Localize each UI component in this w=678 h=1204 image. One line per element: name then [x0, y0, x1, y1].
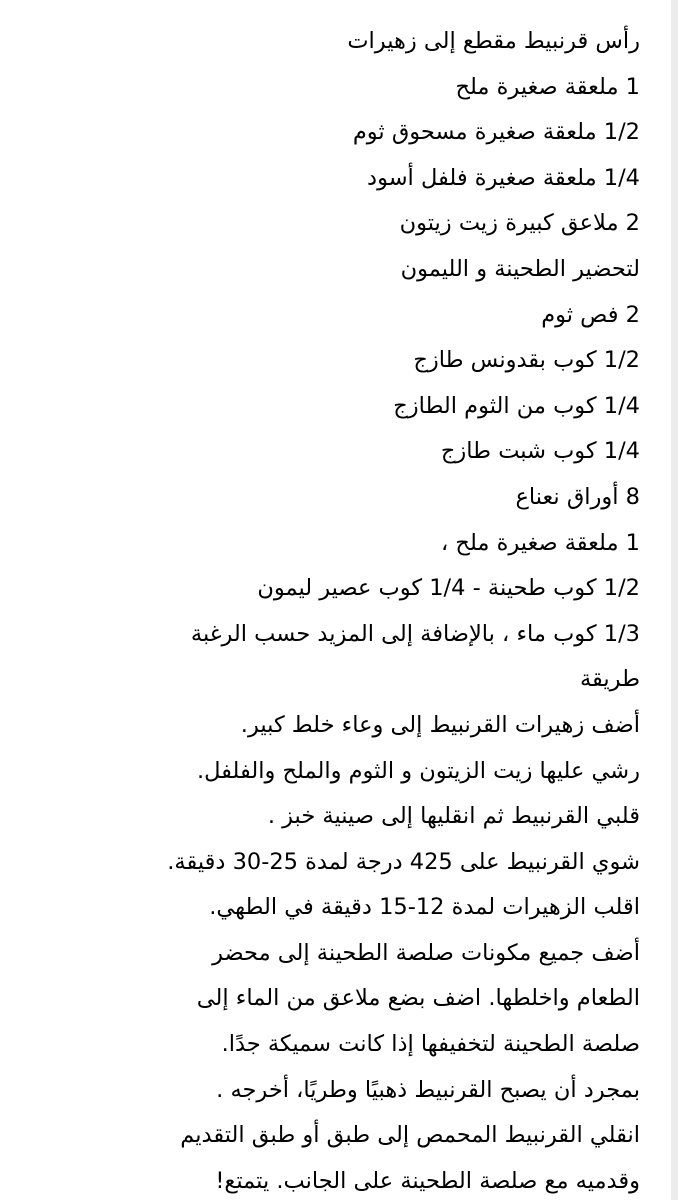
ingredient-line: 1/3 كوب ماء ، بالإضافة إلى المزيد حسب الرغبة: [190, 620, 640, 647]
ingredient-line: 1/2 كوب بقدونس طازج: [413, 347, 640, 374]
ingredient-line: 2 فص ثوم: [541, 301, 640, 328]
instruction-line: وقدميه مع صلصة الطحينة على الجانب. يتمتع!: [215, 1167, 640, 1194]
instruction-line: أضف زهيرات القرنبيط إلى وعاء خلط كبير.: [240, 711, 640, 738]
ingredient-line: 1 ملعقة صغيرة ملح: [455, 73, 640, 100]
ingredient-line: 1/4 كوب من الثوم الطازج: [393, 392, 640, 419]
instruction-line: اقلب الزهيرات لمدة 12-15 دقيقة في الطهي.: [209, 894, 640, 921]
instruction-line: رشي عليها زيت الزيتون و الثوم والملح والفلفل.: [196, 757, 640, 784]
ingredient-line: 8 أوراق نعناع: [515, 483, 640, 510]
instruction-line: بمجرد أن يصبح القرنبيط ذهبيًا وطريًا، أخرجه .: [216, 1076, 640, 1103]
instruction-line: انقلي القرنبيط المحمص إلى طبق أو طبق التقديم: [180, 1122, 640, 1149]
instruction-line: الطعام واخلطها. اضف بضع ملاعق من الماء إلى: [196, 985, 640, 1012]
ingredient-line: 1/2 ملعقة صغيرة مسحوق ثوم: [352, 119, 640, 146]
ingredient-line: 1/4 كوب شبت طازج: [440, 438, 640, 465]
page-edge-strip: [671, 0, 678, 1200]
section-heading-method: طريقة: [579, 666, 640, 693]
section-heading-tahini: لتحضير الطحينة و الليمون: [400, 255, 640, 282]
instruction-line: صلصة الطحينة لتخفيفها إذا كانت سميكة جدًا.: [221, 1031, 640, 1058]
instruction-line: أضف جميع مكونات صلصة الطحينة إلى محضر: [212, 939, 640, 966]
ingredient-line: 2 ملاعق كبيرة زيت زيتون: [399, 210, 640, 237]
ingredient-line: 1/4 ملعقة صغيرة فلفل أسود: [367, 164, 640, 191]
ingredient-line: 1 ملعقة صغيرة ملح ،: [441, 529, 640, 556]
ingredient-line: رأس قرنبيط مقطع إلى زهيرات: [347, 28, 640, 54]
instruction-line: شوي القرنبيط على 425 درجة لمدة 25-30 دقيقة.: [167, 848, 640, 875]
recipe-text: [0, 19, 640, 1204]
ingredient-line: 1/2 كوب طحينة - 1/4 كوب عصير ليمون: [257, 575, 640, 602]
instruction-line: قلبي القرنبيط ثم انقليها إلى صينية خبز .: [267, 803, 640, 830]
